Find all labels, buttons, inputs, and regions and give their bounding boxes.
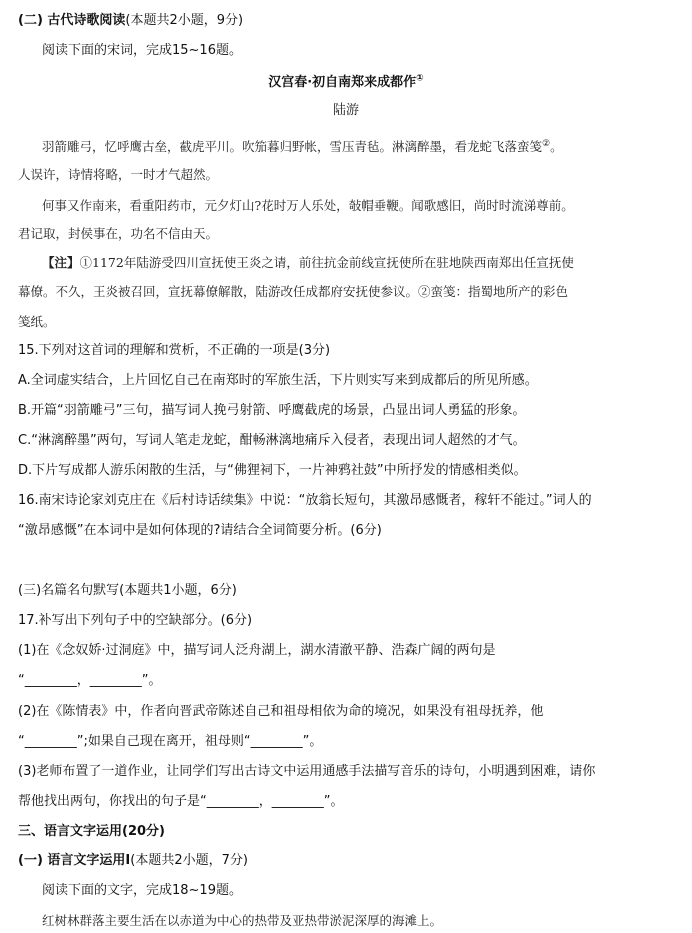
poem-note-line-3: 笺纸。	[18, 314, 56, 329]
poem-title-note-mark: ①	[416, 73, 424, 84]
part-3-passage-line-1: 红树林群落主要生活在以赤道为中心的热带及亚热带淤泥深厚的海滩上。	[42, 913, 443, 928]
section-2-intro: 阅读下面的宋词，完成15~16题。	[42, 43, 242, 58]
question-15-option-a: A.全词虚实结合，上片回忆自己在南郑时的军旅生活，下片则实写来到成都后的所见所感。	[18, 373, 538, 388]
question-15-option-c: C.“淋漓醉墨”两句，写词人笔走龙蛇，酣畅淋漓地痛斥入侵者，表现出词人超然的才气。	[18, 433, 526, 448]
poem-stanza-1-text: 羽箭雕弓，忆呼鹰古垒，截虎平川。吹笳暮归野帐，雪压青毡。淋漓醉墨，看龙蛇飞落蛮笺	[42, 139, 543, 154]
part-3-intro: 阅读下面的文字，完成18~19题。	[42, 883, 242, 898]
poem-note-line-1	[42, 254, 678, 272]
subsection-title: (一) 语言文字运用Ⅰ	[18, 853, 131, 868]
poem-author: 陆游	[332, 103, 359, 118]
question-15-option-b: B.开篇“羽箭雕弓”三句，描写词人挽弓射箭、呼鹰截虎的场景，凸显出词人勇猛的形象。	[18, 403, 526, 418]
question-16-line-2: “激昂感慨”在本词中是如何体现的?请结合全词简要分析。(6分)	[18, 523, 382, 538]
section-2-heading	[18, 12, 678, 30]
note-label: 【注】	[42, 255, 80, 270]
section-2-score-note: (本题共2小题，9分)	[125, 13, 244, 28]
question-17-item-1-line-2: “________，________”。	[18, 673, 162, 688]
poem-note-line-2: 幕僚。不久，王炎被召回，宣抚幕僚解散，陆游改任成都府安抚使参议。②蛮笺：指蜀地所产的彩色	[18, 284, 569, 299]
question-17-stem: 17.补写出下列句子中的空缺部分。(6分)	[18, 613, 253, 628]
poem-title	[0, 74, 692, 92]
note-text-1: ①1172年陆游受四川宣抚使王炎之请，前往抗金前线宣抚使所在驻地陕西南郑出任宣抚使	[79, 255, 574, 270]
question-17-item-3-line-2: 帮他找出两句，你找出的句子是“________，________”。	[18, 794, 344, 809]
section-2-title: (二) 古代诗歌阅读	[18, 13, 126, 28]
question-17-item-2-line-2: “________”;如果自己现在离开，祖母则“________”。	[18, 734, 323, 749]
poem-stanza-1-end: 。	[550, 139, 563, 154]
question-15-stem: 15.下列对这首词的理解和赏析，不正确的一项是(3分)	[18, 343, 331, 358]
poem-note-mark-2: ②	[542, 138, 551, 149]
poem-stanza-1-line-2: 人误许，诗情将略，一时才气超然。	[18, 167, 219, 182]
question-17-item-1-line-1: (1)在《念奴娇·过洞庭》中，描写词人泛舟湖上，湖水清澈平静、浩森广阔的两句是	[18, 643, 496, 658]
poem-stanza-1-line-1	[42, 138, 678, 156]
question-17-item-2-line-1: (2)在《陈情表》中，作者向晋武帝陈述自己和祖母相依为命的境况，如果没有祖母抚养，他	[18, 704, 544, 719]
poem-title-text: 汉宫春·初自南郑来成都作	[268, 75, 417, 90]
question-15-option-d: D.下片写成都人游乐闲散的生活，与“佛狸祠下，一片神鸦社鼓”中所抒发的情感相类似。	[18, 463, 527, 478]
part-3-heading: 三、语言文字运用(20分)	[18, 824, 165, 839]
poem-stanza-2-line-1: 何事又作南来，看重阳药市，元夕灯山?花时万人乐处，敧帽垂鞭。闻歌感旧，尚时时流涕尊前。	[42, 198, 574, 213]
subsection-score-note: (本题共2小题，7分)	[130, 853, 248, 868]
part-3-subsection-heading	[18, 852, 678, 870]
question-16-line-1: 16.南宋诗论家刘克庄在《后村诗话续集》中说：“放翁长短句，其激昂感慨者，稼轩不能过。”词人的	[18, 493, 592, 508]
question-17-item-3-line-1: (3)老师布置了一道作业，让同学们写出古诗文中运用通感手法描写音乐的诗句，小明遇到困难，请你	[18, 764, 596, 779]
section-3-heading: (三)名篇名句默写(本题共1小题，6分)	[18, 583, 237, 598]
poem-stanza-2-line-2: 君记取，封侯事在，功名不信由天。	[18, 226, 219, 241]
